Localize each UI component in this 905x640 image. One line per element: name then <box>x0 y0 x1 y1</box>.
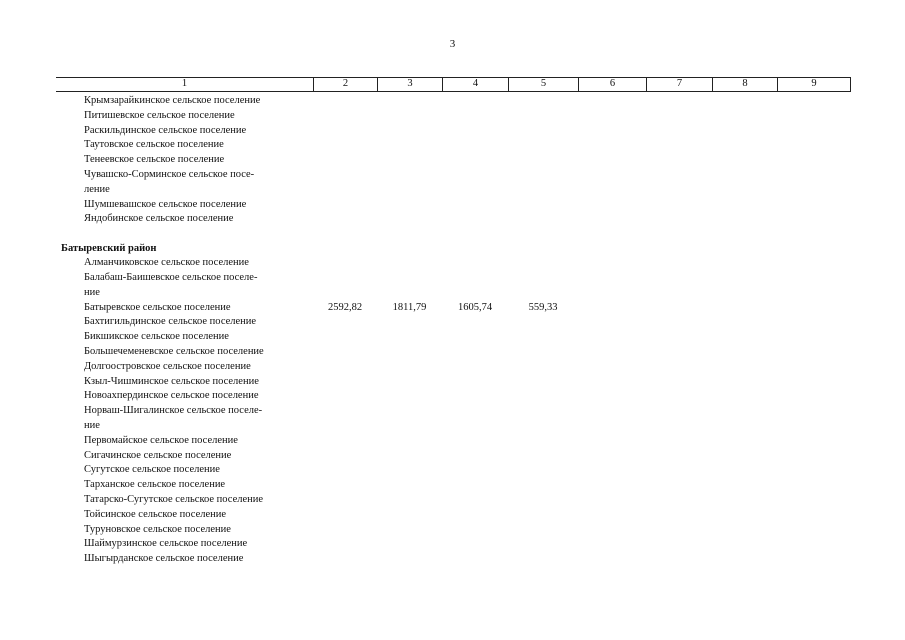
settlement-name: Тойсинское сельское поселение <box>84 508 227 520</box>
settlement-name: Бикшикское сельское поселение <box>84 331 229 343</box>
column-header: 5 <box>508 78 578 91</box>
table-row <box>56 124 851 139</box>
settlement-name: Бахтигильдинское сельское поселение <box>84 316 257 328</box>
table-row <box>56 315 851 330</box>
table-row <box>56 109 851 124</box>
column-header: 4 <box>442 78 508 91</box>
settlement-name: Шумшевашское сельское поселение <box>84 198 247 210</box>
settlement-name: Балабаш-Баишевское сельское поселе- <box>84 271 258 283</box>
table-row <box>56 138 851 153</box>
table-row <box>56 360 851 375</box>
table-row <box>56 301 851 316</box>
settlement-name: Сугутское сельское поселение <box>84 464 220 476</box>
settlement-name: Алманчиковское сельское поселение <box>84 257 249 269</box>
column-header: 6 <box>578 78 646 91</box>
table-row <box>56 168 851 183</box>
table-row <box>56 198 851 213</box>
column-header: 8 <box>712 78 777 91</box>
table-row <box>56 493 851 508</box>
table-header <box>56 77 851 92</box>
settlement-name: Яндобинское сельское поселение <box>84 213 234 225</box>
table-row <box>56 449 851 464</box>
column-header: 1 <box>181 78 188 89</box>
table-row <box>56 183 851 198</box>
table-row <box>56 419 851 434</box>
table-row <box>56 286 851 301</box>
value-cell: 559,33 <box>528 301 558 313</box>
table-row <box>56 434 851 449</box>
settlement-name: Норваш-Шигалинское сельское поселе- <box>84 405 263 417</box>
settlement-name: Тенеевское сельское поселение <box>84 154 225 166</box>
settlement-name: Шыгырданское сельское поселение <box>84 553 244 565</box>
table-row <box>56 537 851 552</box>
settlement-name: Туруновское сельское поселение <box>84 523 231 535</box>
settlement-table <box>56 77 851 567</box>
settlement-name: Сигачинское сельское поселение <box>84 449 232 461</box>
settlement-name: Раскильдинское сельское поселение <box>84 124 247 136</box>
table-row <box>56 389 851 404</box>
table-row <box>56 404 851 419</box>
table-row <box>56 94 851 109</box>
value-cell: 2592,82 <box>327 301 363 313</box>
settlement-name: Большечеменевское сельское поселение <box>84 345 264 357</box>
settlement-name: Шаймурзинское сельское поселение <box>84 538 248 550</box>
table-row <box>56 256 851 271</box>
page-number: 3 <box>449 38 456 50</box>
settlement-name: Тарханское сельское поселение <box>84 479 226 491</box>
settlement-name: ние <box>84 419 100 431</box>
settlement-name: ние <box>84 286 100 298</box>
settlement-name: Новоахпердинское сельское поселение <box>84 390 259 402</box>
table-row <box>56 463 851 478</box>
value-cell: 1605,74 <box>457 301 493 313</box>
column-header: 7 <box>646 78 712 91</box>
table-row <box>56 375 851 390</box>
table-row <box>56 345 851 360</box>
table-row <box>56 478 851 493</box>
table-row <box>56 330 851 345</box>
column-header: 9 <box>777 78 851 91</box>
table-row <box>56 508 851 523</box>
column-header: 3 <box>377 78 442 91</box>
district-row <box>56 227 851 256</box>
settlement-name: Чувашско-Сорминское сельское посе- <box>84 168 255 180</box>
settlement-name: Кзыл-Чишминское сельское поселение <box>84 375 259 387</box>
table-row <box>56 523 851 538</box>
column-header: 2 <box>313 78 377 91</box>
table-row <box>56 552 851 567</box>
settlement-name: Таутовское сельское поселение <box>84 139 224 151</box>
table-row <box>56 271 851 286</box>
settlement-name: Батыревское сельское поселение <box>84 301 231 313</box>
settlement-name: Первомайское сельское поселение <box>84 434 238 446</box>
value-cell: 1811,79 <box>392 301 427 313</box>
settlement-name: Питишевское сельское поселение <box>84 109 235 121</box>
settlement-name: ление <box>84 183 110 195</box>
table-row <box>56 212 851 227</box>
settlement-name: Долгоостровское сельское поселение <box>84 360 251 372</box>
table-body <box>56 92 851 567</box>
table-row <box>56 153 851 168</box>
settlement-name: Крымзарайкинское сельское поселение <box>84 95 261 106</box>
district-name: Батыревский район <box>61 243 157 255</box>
settlement-name: Татарско-Сугутское сельское поселение <box>84 493 264 505</box>
